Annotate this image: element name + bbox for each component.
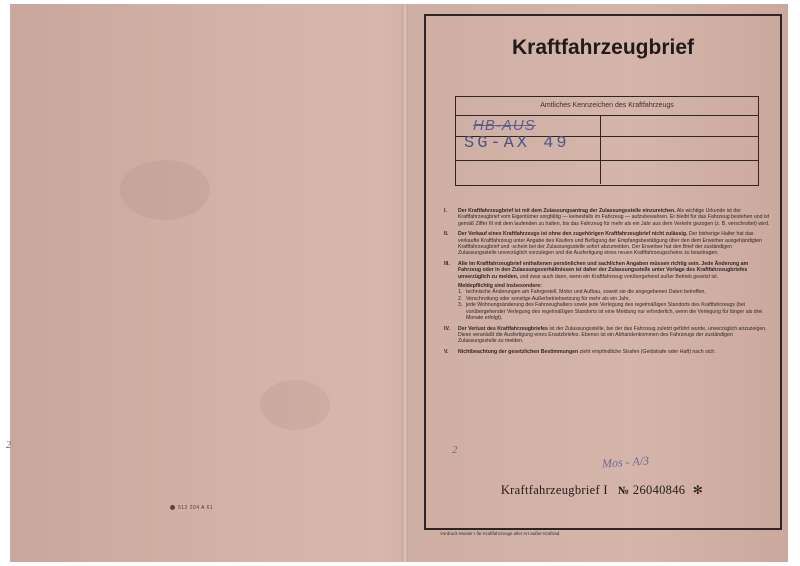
plate-header: Amtliches Kennzeichen des Kraftfahrzeugs (540, 102, 674, 109)
nr-label: № (618, 485, 630, 497)
instruction-heading: Der Verkauf eines Kraftfahrzeugs ist ohne den zugehörigen Kraftfahrzeugbrief nicht zulässig. (458, 231, 688, 238)
print-code (170, 505, 213, 511)
subitem-number: 1. (458, 289, 463, 296)
subitem-number: 3. (458, 302, 463, 309)
instruction-heading: Der Verlust des Kraftfahrzeugbriefes (458, 325, 548, 332)
instruction-number: IV. (444, 325, 450, 332)
instruction-heading: Alle im Kraftfahrzeugbrief enthaltenen persönlichen und sachlichen Angaben müssen richtig sein. Jede Änderung am Fahrzeug oder in den Zulassungsverhältnissen ist daher der Zulassungsstelle unter Vorlage des Kraftfahrzeugbriefes unverzüglich zu melden, (458, 260, 749, 280)
instruction-number: V. (444, 348, 449, 355)
instruction-number: I. (444, 208, 447, 214)
center-fold (402, 4, 408, 562)
print-code-dot-icon (170, 505, 175, 510)
left-page (10, 4, 405, 562)
handwritten-note: Mos - A/3 (601, 453, 650, 471)
star-icon: ✻ (692, 483, 704, 497)
instruction-item (444, 349, 770, 355)
instruction-subheading: Meldepflichtig sind insbesondere: (458, 283, 542, 290)
footer-note: Vordruck Muster I für Kraftfahrzeuge aller Art außer Kraftrad. (440, 531, 561, 536)
instruction-item (444, 208, 770, 227)
instruction-body: zieht empfindliche Strafen (Geldstrafe oder Haft) nach sich. (579, 348, 716, 355)
brief-number: 26040846 (632, 483, 686, 497)
brief-label: Kraftfahrzeugbrief I (500, 483, 608, 497)
instruction-number: II. (444, 231, 449, 238)
plate-divider (455, 160, 759, 161)
current-plate: SG-AX 49 (464, 134, 570, 153)
plate-column-divider (600, 115, 601, 184)
document-title: Kraftfahrzeugbrief (511, 36, 695, 59)
subitem-number: 2. (458, 295, 463, 302)
crossed-out-plate: HB-AUS (473, 117, 536, 134)
instruction-subitem (458, 302, 770, 321)
instruction-body: ist der Zulassungsstelle, bei der das Fahrzeug zuletzt geführt wurde, unverzüglich anzuzeigen. Diese veranlaßt die Ausfertigung eines Ersatzbriefes. Ebenso ist ein Abhandenkommen des Fahrzeugs der zuständigen Zulassungsstelle zu melden. (458, 325, 767, 345)
instructions (444, 208, 770, 359)
plate-divider (455, 115, 759, 116)
instruction-heading: Der Kraftfahrzeugbrief ist mit dem Zulassungsantrag der Zulassungsstelle einzureichen. (458, 208, 676, 214)
instruction-heading: Nichtbeachtung der gesetzlichen Bestimmungen (458, 348, 579, 355)
left-margin-mark: 2 (6, 440, 11, 451)
instruction-body: Als wichtige Urkunde ist der Kraftfahrzeugbrief vom Eigentümer sorgfältig — keinesfalls im Fahrzeug — aufzubewahren. Er bleibt für das Fahrzeug bestehen und ist gemäß Ziffer III mit dem laufenden zu halten, bis das Fahrzeug für mehr als ein Jahr aus dem Verkehr gezogen (z. B. verschrottet) wird. (458, 208, 770, 227)
instruction-number: III. (444, 260, 450, 267)
instruction-item (444, 326, 770, 345)
handwritten-margin-mark: 2 (452, 444, 458, 456)
subitem-text: Verschrottung oder sonstige Außerbetriebsetzung für mehr als ein Jahr, (466, 295, 630, 302)
instruction-item (444, 261, 770, 322)
subitem-text: technische Änderungen am Fahrgestell, Motor und Aufbau, soweit sie die angegebenen Daten betreffen, (466, 289, 706, 296)
instruction-body: und zwar auch dann, wenn ein Kraftfahrzeug vorübergehend außer Betrieb gesetzt ist. (519, 273, 719, 280)
instruction-item (444, 231, 770, 257)
print-code-text: 512 204 A 61 (178, 505, 214, 511)
instruction-body: Der bisherige Halter hat das verkaufte Kraftfahrzeug unter Angabe des Käufers und Befügung der Empfangsbestätigung über den dem Erwerber ausgehändigten Kraftfahrzeugbrief und -schein bei der Zulassungsstelle sofort abzumelden. Der Erwerber hat den Brief der zuständigen Zulassungsstelle unverzüglich vorzulegen und die Ausfertigung eines neuen Kraftfahrzeugscheins zu beantragen. (458, 231, 762, 257)
subitem-text: jede Wohnungsänderung des Fahrzeughalters sowie jede Verlegung des regelmäßigen Standorts des Kraftfahrzeugs (bei vorübergehender Verlegung des regelmäßigen Standorts ist eine Meldung nur erforderlich, wenn die Verlegung für länger als drei Monate erfolgt). (466, 302, 763, 322)
document-number-line (424, 483, 780, 498)
